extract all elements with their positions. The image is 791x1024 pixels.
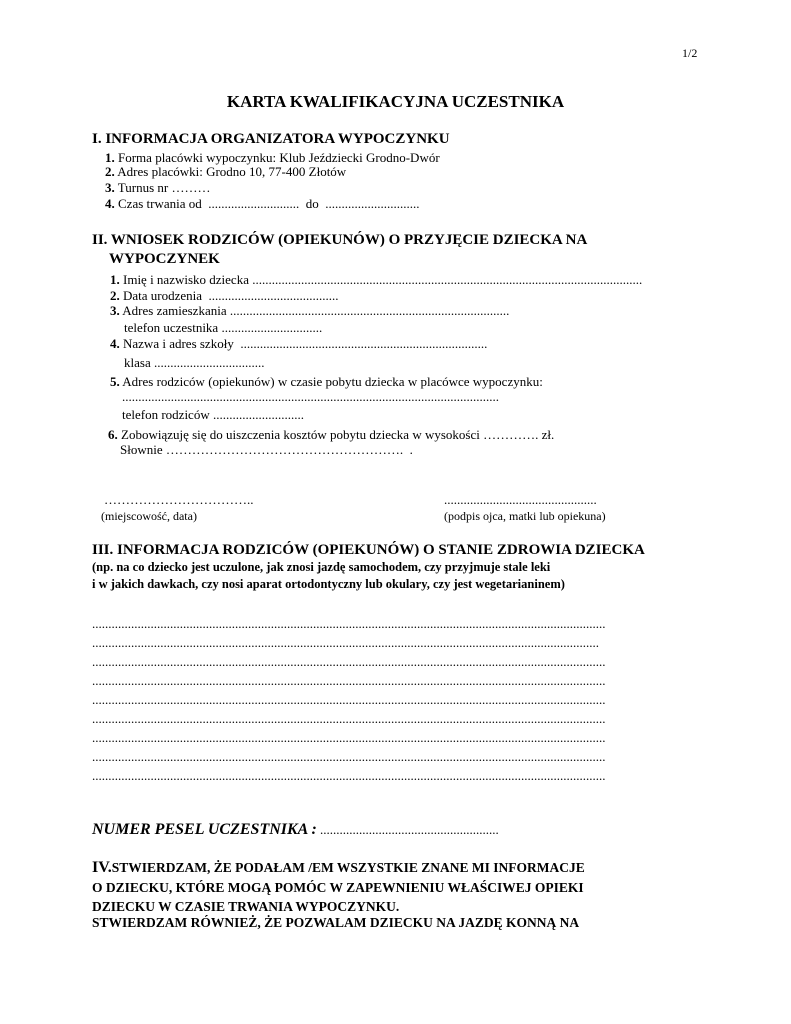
item-text: Zobowiązuję się do uiszczenia kosztów pobytu dziecka w wysokości …………. zł. [117,427,555,442]
place-date-label: (miejscowość, data) [101,509,197,523]
parent-signature-field[interactable]: ............................................... [444,492,597,507]
health-info-line[interactable]: .............................................................................................................................................................. [92,617,606,630]
item-text: Czas trwania od ............................ do ............................. [114,196,420,211]
pesel-row [92,822,499,838]
item-text: Forma placówki wypoczynku: Klub Jeździecki Grodno-Dwór [114,150,440,165]
item-number: 1. [105,150,115,165]
health-info-line[interactable]: .............................................................................................................................................................. [92,712,606,725]
health-info-line[interactable]: .............................................................................................................................................................. [92,674,606,687]
item-number: 4. [105,196,115,211]
section-3-heading: III. INFORMACJA RODZICÓW (OPIEKUNÓW) O STANIE ZDROWIA DZIECKA [92,542,645,558]
section-4-line-1 [92,860,585,876]
section-1-item-1 [105,151,440,164]
health-info-line[interactable]: .............................................................................................................................................................. [92,769,606,782]
section-4-line-4: STWIERDZAM RÓWNIEŻ, ŻE POZWALAM DZIECKU NA JAZDĘ KONNĄ NA [92,915,580,930]
item-number: 5. [110,374,120,389]
pesel-label: NUMER PESEL UCZESTNIKA : [92,821,317,838]
item-number: 6. [108,427,118,442]
health-info-line[interactable]: .............................................................................................................................................................. [92,731,606,744]
parent-signature-label: (podpis ojca, matki lub opiekuna) [444,509,606,523]
section-1-heading: I. INFORMACJA ORGANIZATORA WYPOCZYNKU [92,131,450,147]
section-4-line-3: DZIECKU W CZASIE TRWANIA WYPOCZYNKU. [92,899,400,914]
place-date-field[interactable]: …………………………….. [104,492,254,507]
section-4-lead: IV. [92,859,112,876]
item-number: 2. [105,164,115,179]
item-text: Data urodzenia ........................................ [119,288,339,303]
home-address-field[interactable] [110,304,509,317]
item-number: 4. [110,336,120,351]
item-text: Turnus nr ……… [114,180,211,195]
item-number: 3. [105,180,115,195]
child-name-field[interactable] [110,273,642,286]
section-1-item-2 [105,165,346,178]
section-4-text: STWIERDZAM, ŻE PODAŁAM /EM WSZYSTKIE ZNANE MI INFORMACJE [111,860,585,875]
parents-address-field[interactable]: .................................................................................................................... [122,389,499,404]
school-field[interactable] [110,337,487,350]
class-field[interactable]: klasa .................................. [124,355,265,370]
section-4-line-2: O DZIECKU, KTÓRE MOGĄ POMÓC W ZAPEWNIENIU WŁAŚCIWEJ OPIEKI [92,880,584,895]
document-title: KARTA KWALIFIKACYJNA UCZESTNIKA [226,92,565,111]
item-text: Nazwa i adres szkoły ............................................................................ [119,336,488,351]
item-number: 3. [110,303,120,318]
item-number: 2. [110,288,120,303]
participant-phone-field[interactable]: telefon uczestnika ............................... [124,320,323,335]
parents-phone-field[interactable]: telefon rodziców ............................ [122,407,304,422]
section-3-note-line-1: (np. na co dziecko jest uczulone, jak znosi jazdę samochodem, czy przyjmuje stale leki [92,560,551,574]
item-text: Adres zamieszkania ...................................................................................... [119,303,510,318]
section-1-item-4 [105,197,420,210]
birth-date-field[interactable] [110,289,339,302]
health-info-line[interactable]: .............................................................................................................................................................. [92,655,606,668]
item-text: Adres placówki: Grodno 10, 77-400 Złotów [114,164,347,179]
item-text: Adres rodziców (opiekunów) w czasie pobytu dziecka w placówce wypoczynku: [119,374,543,389]
pesel-field[interactable]: ....................................................... [316,822,499,837]
section-2-heading-line-2: WYPOCZYNEK [109,251,220,267]
amount-in-words-field[interactable]: Słownie ………………………………………………. . [120,442,413,457]
health-info-line[interactable]: .............................................................................................................................................................. [92,750,606,763]
parents-address-label [110,375,543,388]
section-1-item-3 [105,181,210,194]
health-info-line[interactable]: .............................................................................................................................................................. [92,693,606,706]
item-number: 1. [110,272,120,287]
health-info-line[interactable]: ............................................................................................................................................................ [92,636,599,649]
section-3-note-line-2: i w jakich dawkach, czy nosi aparat ortodontyczny lub okulary, czy jest wegetarianinem) [92,577,565,591]
cost-commitment-field[interactable] [108,428,554,441]
page-number: 1/2 [682,46,698,60]
section-2-heading-line-1: II. WNIOSEK RODZICÓW (OPIEKUNÓW) O PRZYJĘCIE DZIECKA NA [92,232,588,248]
item-text: Imię i nazwisko dziecka ........................................................................................................................ [119,272,643,287]
